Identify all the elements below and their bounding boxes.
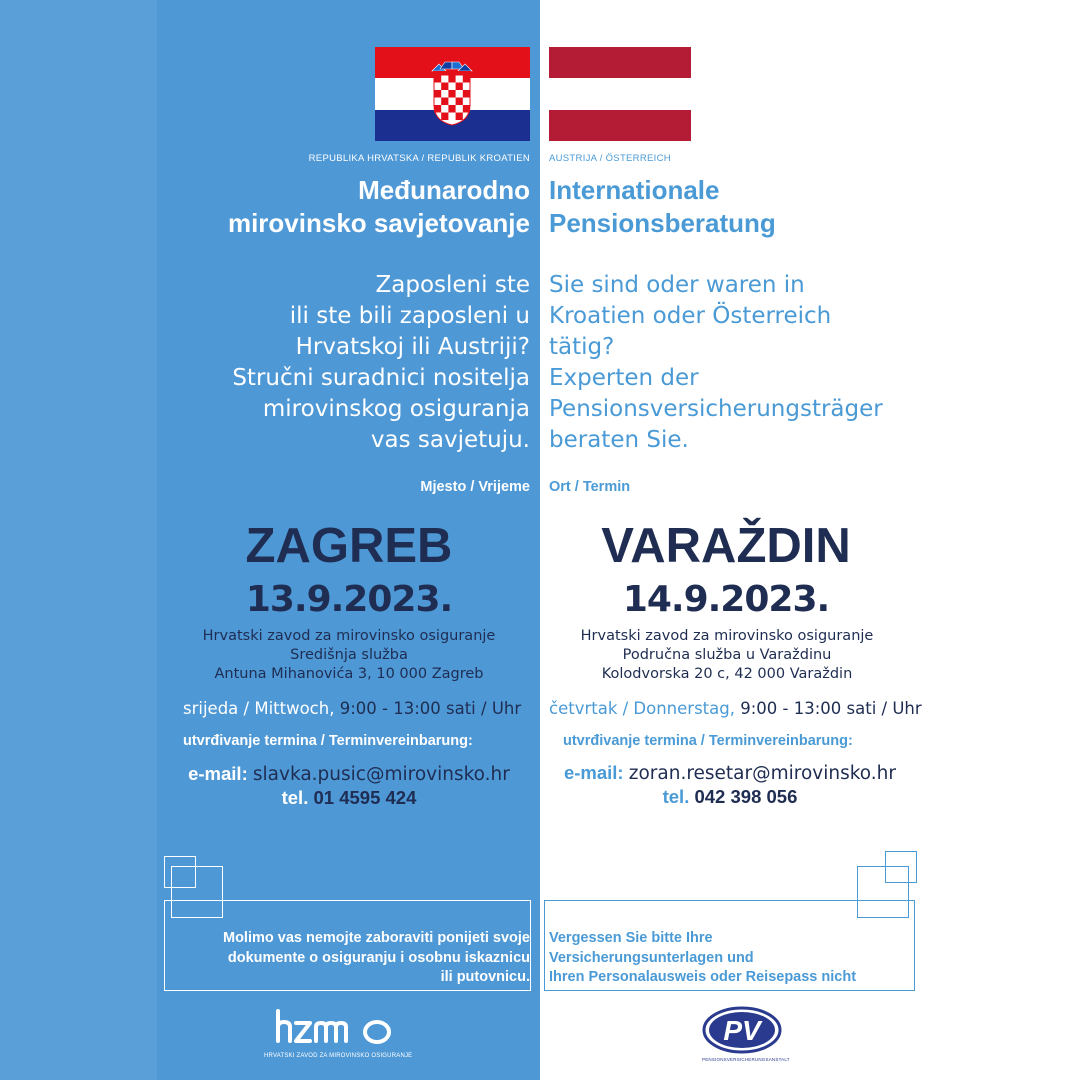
pv-logo-text: PV xyxy=(723,1015,761,1046)
left-day-label: srijeda / Mittwoch, xyxy=(183,699,335,718)
left-time: 9:00 - 13:00 sati / Uhr xyxy=(339,699,522,718)
left-heading-line: Međunarodno xyxy=(358,175,530,205)
left-intro-line: Hrvatskoj ili Austriji? xyxy=(295,334,530,360)
left-phone-link[interactable]: 01 4595 424 xyxy=(313,787,417,808)
left-schedule xyxy=(183,699,521,718)
left-note-text xyxy=(223,929,530,988)
left-date: 13.9.2023. xyxy=(245,579,453,620)
croatian-coat-of-arms-icon xyxy=(431,61,473,127)
left-heading-line: mirovinsko savjetovanje xyxy=(227,208,530,238)
right-intro-line: Sie sind oder waren in xyxy=(549,272,805,298)
right-note-text xyxy=(549,929,856,988)
right-intro-line: Pensionsversicherungsträger xyxy=(549,396,883,422)
right-time: 9:00 - 13:00 sati / Uhr xyxy=(740,699,922,718)
right-date: 14.9.2023. xyxy=(622,579,830,620)
right-email-label: e-mail: xyxy=(563,762,624,783)
left-email-link[interactable]: slavka.pusic@mirovinsko.hr xyxy=(252,764,510,785)
right-tel-label: tel. xyxy=(662,786,690,807)
left-city-title: ZAGREB xyxy=(245,519,453,573)
right-address-line: Područna služba u Varaždinu xyxy=(622,647,832,663)
left-address-line: Središnja služba xyxy=(290,647,408,663)
left-phone-row xyxy=(169,787,529,809)
right-email-row xyxy=(550,762,910,784)
right-note-line: Versicherungsunterlagen und xyxy=(549,949,754,966)
right-intro-line: Experten der xyxy=(549,365,699,391)
right-email-link[interactable]: zoran.resetar@mirovinsko.hr xyxy=(628,763,897,784)
left-appointment-label: utvrđivanje termina / Terminvereinbarung: xyxy=(183,733,473,749)
left-heading xyxy=(228,174,530,240)
right-intro-text xyxy=(549,270,883,456)
right-note-line: Vergessen Sie bitte Ihre xyxy=(549,930,713,946)
left-note-line: ili putovnicu. xyxy=(440,969,530,985)
right-day-label: četvrtak / Donnerstag, xyxy=(549,699,735,718)
right-place-time-label: Ort / Termin xyxy=(549,479,631,495)
left-address-line: Hrvatski zavod za mirovinsko osiguranje xyxy=(202,628,496,644)
left-address-line: Antuna Mihanovića 3, 10 000 Zagreb xyxy=(214,666,484,682)
right-heading xyxy=(549,174,776,240)
croatia-flag-icon xyxy=(375,47,530,141)
hzmo-logo-caption: HRVATSKI ZAVOD ZA MIROVINSKO OSIGURANJE xyxy=(264,1053,413,1059)
hzmo-logo xyxy=(264,1005,414,1067)
right-schedule xyxy=(549,699,922,718)
right-intro-line: Kroatien oder Österreich xyxy=(549,303,832,329)
left-intro-line: ili ste bili zaposleni u xyxy=(289,303,530,329)
left-note-line: dokumente o osiguranju i osobnu iskaznicu xyxy=(227,949,530,966)
left-edge-background xyxy=(0,0,157,1080)
left-tel-label: tel. xyxy=(281,787,309,808)
left-email-row xyxy=(169,763,529,785)
right-intro-line: tätig? xyxy=(549,334,615,360)
pv-logo-icon xyxy=(699,1005,785,1055)
right-address-line: Kolodvorska 20 c, 42 000 Varaždin xyxy=(601,666,853,682)
right-city-title: VARAŽDIN xyxy=(601,519,851,573)
right-address-line: Hrvatski zavod za mirovinsko osiguranje xyxy=(580,628,874,644)
right-heading-line: Internationale xyxy=(549,175,720,205)
left-address xyxy=(169,627,529,684)
right-country-label: AUSTRIJA / ÖSTERREICH xyxy=(549,153,671,164)
right-address xyxy=(547,627,907,684)
right-intro-line: beraten Sie. xyxy=(549,427,689,453)
pv-logo xyxy=(699,1005,790,1067)
right-phone-link[interactable]: 042 398 056 xyxy=(694,786,798,807)
left-intro-line: mirovinskog osiguranja xyxy=(262,396,530,422)
left-note-line: Molimo vas nemojte zaboraviti ponijeti svoje xyxy=(223,930,530,946)
left-place-time-label: Mjesto / Vrijeme xyxy=(420,479,530,495)
left-intro-line: Zaposleni ste xyxy=(375,272,530,298)
left-country-label: REPUBLIKA HRVATSKA / REPUBLIK KROATIEN xyxy=(308,153,530,164)
austria-flag-icon xyxy=(549,47,691,141)
right-appointment-label: utvrđivanje termina / Terminvereinbarung: xyxy=(563,733,853,749)
left-email-label: e-mail: xyxy=(188,763,248,784)
right-phone-row xyxy=(550,786,910,808)
left-intro-line: Stručni suradnici nositelja xyxy=(232,365,530,391)
pv-logo-caption: PENSIONSVERSICHERUNGSANSTALT xyxy=(702,1057,790,1062)
left-intro-text xyxy=(232,270,530,456)
left-intro-line: vas savjetuju. xyxy=(370,427,530,453)
right-heading-line: Pensionsberatung xyxy=(549,208,776,238)
right-note-line: Ihren Personalausweis oder Reisepass nicht xyxy=(549,969,857,985)
